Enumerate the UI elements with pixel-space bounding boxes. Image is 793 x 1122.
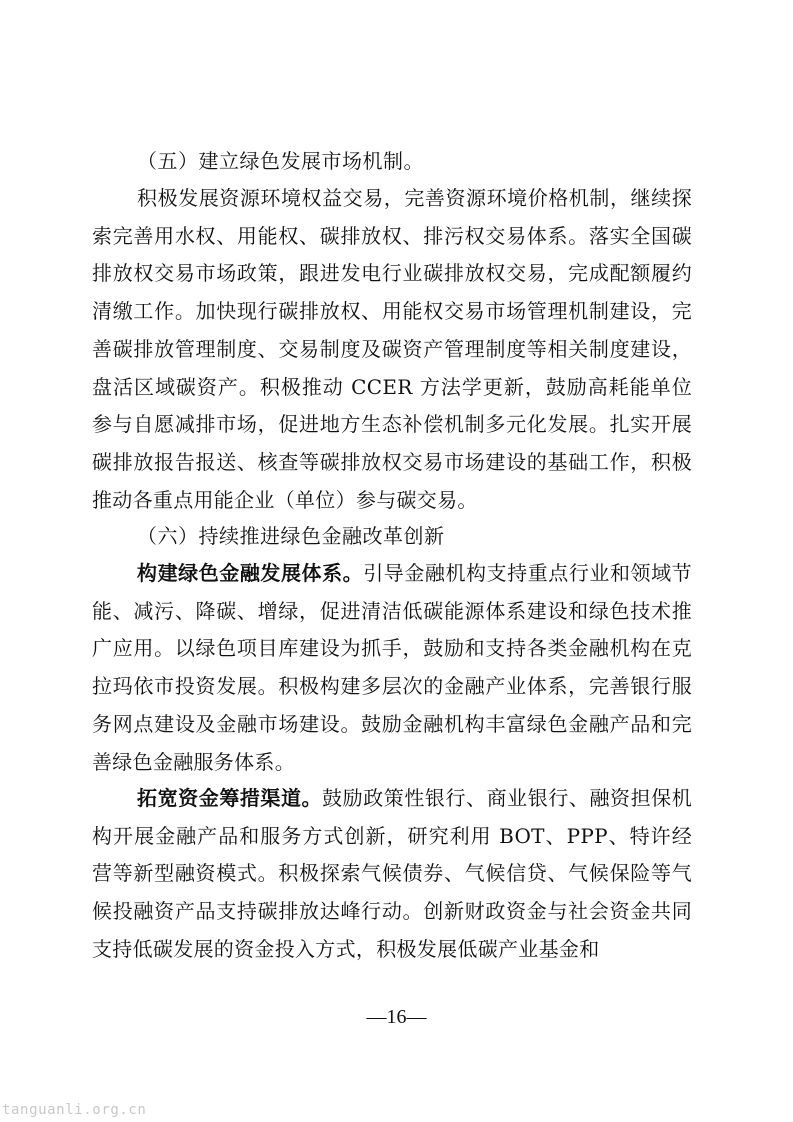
section-5-paragraph: 积极发展资源环境权益交易，完善资源环境价格机制，继续探索完善用水权、用能权、碳排放权、排污权交易体系。落实全国碳排放权交易市场政策，跟进发电行业碳排放权交易，完成配额履约清缴工作。加快现行碳排放权、用能权交易市场管理机制建设，完善碳排放管理制度、交易制度及碳资产管理制度等相关制度建设，盘活区域碳资产。积极推动 CCER 方法学更新，鼓励高耗能单位参与自愿减排市场，促进地方生态补偿机制多元化发展。扎实开展碳排放报告报送、核查等碳排放权交易市场建设的基础工作，积极推动各重点用能企业（单位）参与碳交易。 [92, 186, 692, 512]
paragraph-finance-system-body: 引导金融机构支持重点行业和领域节能、减污、降碳、增绿，促进清洁低碳能源体系建设和绿色技术推广应用。以绿色项目库建设为抓手，鼓励和支持各类金融机构在克拉玛依市投资发展。积极构建多层次的金融产业体系，完善银行服务网点建设及金融市场建设。鼓励金融机构丰富绿色金融产品和完善绿色金融服务体系。 [92, 561, 692, 774]
paragraph-finance-system [92, 555, 692, 781]
paragraph-funding-channels [92, 780, 692, 969]
paragraph-funding-channels-body: 鼓励政策性银行、商业银行、融资担保机构开展金融产品和服务方式创新，研究利用 BOT、PPP、特许经营等新型融资模式。积极探索气候债券、气候信贷、气候保险等气候投融资产品支持碳排放达峰行动。创新财政资金与社会资金共同支持低碳发展的资金投入方式，积极发展低碳产业基金和 [92, 786, 692, 961]
watermark: tanguanli.org.cn [2, 1102, 147, 1118]
section-6-heading: （六）持续推进绿色金融改革创新 [137, 524, 445, 548]
page-number: —16— [366, 1006, 427, 1028]
section-5-heading: （五）建立绿色发展市场机制。 [137, 149, 424, 173]
paragraph-finance-system-lead: 构建绿色金融发展体系。 [137, 561, 364, 585]
paragraph-funding-channels-lead: 拓宽资金筹措渠道。 [137, 786, 323, 810]
